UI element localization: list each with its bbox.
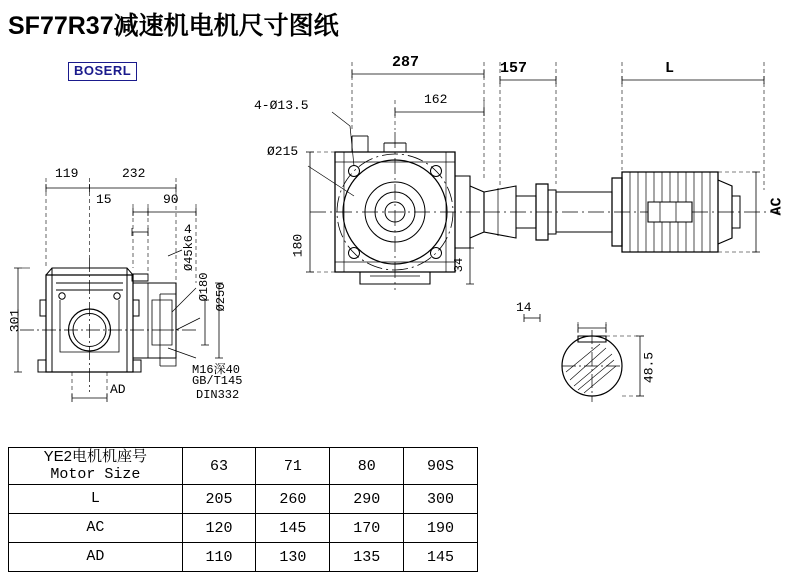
table-row-l [9,485,478,514]
brand-logo: BOSERL [68,62,137,81]
dim-L: L [665,60,675,77]
dim-ac: AC [768,197,786,216]
dim-232: 232 [122,166,146,181]
row-ac-val-80: 170 [330,514,404,543]
dim-90: 90 [163,192,179,207]
dim-180-height: 180 [290,233,306,258]
row-l-val-71: 260 [256,485,330,514]
row-ac-val-71: 145 [256,514,330,543]
main-front-view [310,132,780,290]
motor-size-table [8,447,478,572]
row-label-ad: AD [9,543,183,572]
dim-215: Ø215 [267,144,299,159]
left-end-view [20,258,196,392]
note-din: DIN332 [196,388,240,402]
row-ac-val-63: 120 [182,514,256,543]
row-ad-val-63: 110 [182,543,256,572]
table-header-label-cn: YE2电机机座号 [43,448,147,465]
row-label-ac: AC [9,514,183,543]
dim-ad: AD [110,382,126,397]
table-header-size-90s: 90S [404,448,478,485]
dim-287: 287 [392,54,420,71]
dim-14: 14 [516,300,532,315]
main-view-dimensions [306,62,764,284]
page-title: SF77R37减速机电机尺寸图纸 [8,12,339,40]
dim-301: 301 [7,308,23,333]
row-ad-val-80: 135 [330,543,404,572]
row-ad-val-71: 130 [256,543,330,572]
dim-bolt-holes: 4-Ø13.5 [254,98,309,113]
row-ac-val-90s: 190 [404,514,478,543]
dim-45k6: Ø45k6 [182,235,196,272]
shaft-section-view [524,314,644,402]
dim-162: 162 [424,92,448,107]
table-header-label-en: Motor Size [50,465,141,483]
table-header-size-80: 80 [330,448,404,485]
table-header-row [9,448,478,485]
dim-250: Ø250 [214,282,228,312]
note-gb: GB/T145 [192,374,243,388]
dim-4: 4 [184,222,192,237]
dim-15: 15 [96,192,112,207]
table-header-size-63: 63 [182,448,256,485]
row-l-val-63: 205 [182,485,256,514]
dim-34: 34 [452,257,466,273]
row-l-val-80: 290 [330,485,404,514]
dim-119: 119 [55,166,79,181]
row-ad-val-90s: 145 [404,543,478,572]
dim-157: 157 [500,60,528,77]
dim-180: Ø180 [197,272,211,302]
row-l-val-90s: 300 [404,485,478,514]
note-m16: M16深40 [192,363,241,377]
table-row-ad [9,543,478,572]
table-header-label [9,448,183,485]
table-row-ac [9,514,478,543]
dim-48-5: 48.5 [641,351,657,384]
row-label-l: L [9,485,183,514]
table-header-size-71: 71 [256,448,330,485]
